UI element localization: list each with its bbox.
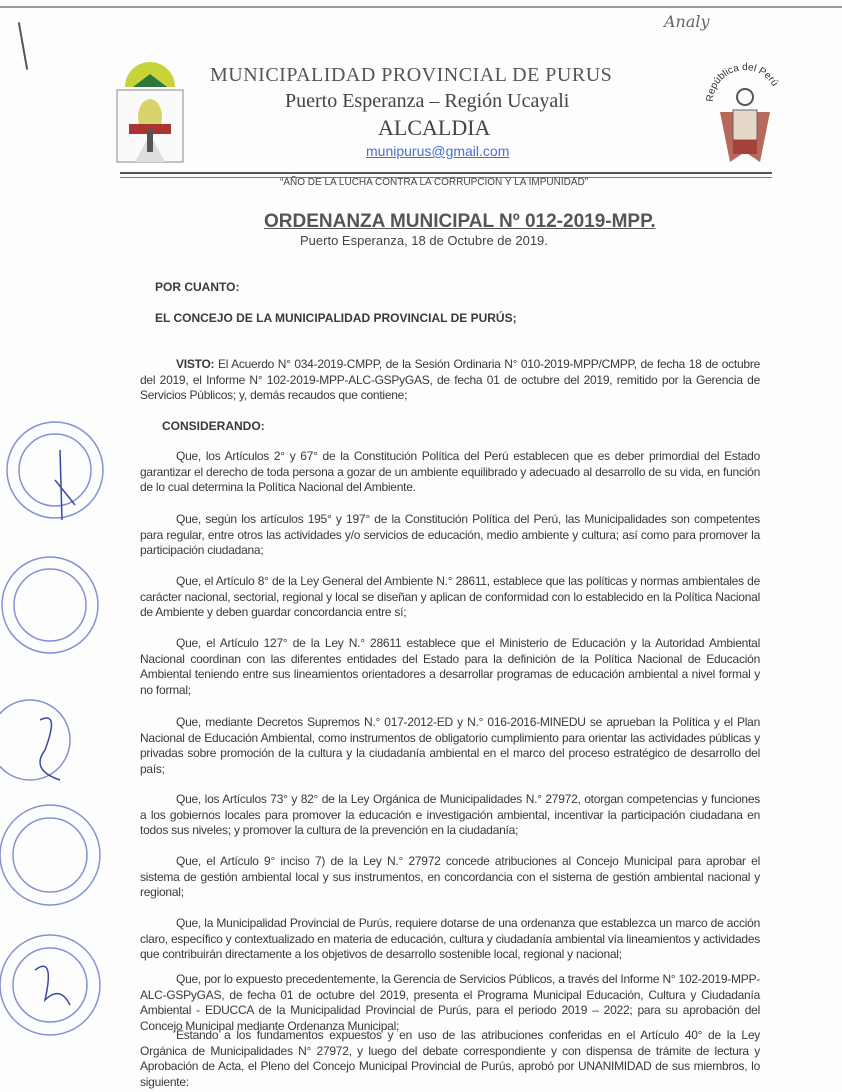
paragraph: Que, los Artículos 73° y 82° de la Ley Orgánica de Municipalidades N.° 27972, otorgan competencias y funciones a los gobiernos locales para promover la educación e investigación ambiental, incentivar la participación ciudadana en todos sus niveles; y promover la cultura de la prevención en la ciudadanía; xyxy=(140,792,760,837)
seal-text: República del Perú xyxy=(705,62,780,103)
paragraph: Que, mediante Decretos Supremos N.° 017-2012-ED y N.° 016-2016-MINEDU se aprueban la Política y el Plan Nacional de Educación Ambiental, como instrumentos de obligatorio cumplimiento para orientar las actividades públicas y privadas sobre promoción de la cultura y la ciudadanía ambiental en el marco del proceso estratégico de desarrollo del país; xyxy=(140,715,760,776)
scan-edge xyxy=(0,6,842,8)
considerando-heading: CONSIDERANDO: xyxy=(162,419,265,433)
paragraph: Que, el Artículo 8° de la Ley General del Ambiente N.° 28611, establece que las políticas y normas ambientales de carácter nacional, sectorial, regional y local se diseñan y aplican de conformidad con lo establecido en la Política Nacional de Ambiente y deben guardar concordancia entre sí; xyxy=(140,574,760,619)
stamp-circle xyxy=(2,557,98,653)
municipality-name: MUNICIPALIDAD PROVINCIAL DE PURUS xyxy=(210,64,613,86)
office-name: ALCALDIA xyxy=(378,115,491,140)
paragraph: Que, según los artículos 195° y 197° de la Constitución Política del Perú, las Municipalidades son competentes para regular, entre otros las actividades y/o servicios de educación, medio ambiente y cultura; así como para promover la participación ciudadana; xyxy=(140,512,760,557)
stamp-circle xyxy=(0,935,100,1035)
handwritten-note: Analy xyxy=(664,12,710,31)
paragraph: Que, los Artículos 2° y 67° de la Constitución Política del Perú establecen que es deber primordial del Estado garantizar el derecho de toda persona a gozar de un ambiente equilibrado y adecuado al desarrollo de su vida, en función de lo cual determina la Política Nacional del Ambiente. xyxy=(140,449,760,494)
por-cuanto-heading: POR CUANTO: xyxy=(155,280,240,294)
year-motto: “AÑO DE LA LUCHA CONTRA LA CORRUPCION Y LA IMPUNIDAD” xyxy=(280,177,589,188)
document-title: ORDENANZA MUNICIPAL Nº 012-2019-MPP. xyxy=(264,211,656,232)
stamp-circle xyxy=(0,700,70,780)
svg-text:República del Perú xyxy=(705,62,780,102)
stamp-circle xyxy=(0,805,100,905)
visto-paragraph xyxy=(140,357,760,404)
paragraph: Que, el Artículo 127° de la Ley N.° 28611 establece que el Ministerio de Educación y la Autoridad Ambiental Nacional coordinan con las diferentes entidades del Estado para la definición de la Política Nacional de Educación Ambiental teniendo entre sus lineamientos orientadores a desarrollar programas de educación ambiental a nivel formal y no formal; xyxy=(140,636,760,697)
paragraph: Que, el Artículo 9° inciso 7) de la Ley N.° 27972 concede atribuciones al Concejo Municipal para aprobar el sistema de gestión ambiental local y sus instrumentos, en concordancia con el sistema de gestión ambiental nacional y regional; xyxy=(140,854,760,899)
location: Puerto Esperanza – Región Ucayali xyxy=(285,90,570,112)
email-link[interactable]: munipurus@gmail.com xyxy=(366,143,510,159)
paragraph: Que, por lo expuesto precedentemente, la Gerencia de Servicios Públicos, a través del Informe N° 102-2019-MPP-ALC-GSPyGAS, de fecha 01 de octubre del 2019, presenta el Programa Municipal Educación, Cultura y Ciudadanía Ambiental - EDUCCA de la Municipalidad Provincial de Purús, para el periodo 2019 – 2022; para su aprobación del Concejo Municipal mediante Ordenanza Municipal; xyxy=(140,972,760,1033)
concejo-heading: EL CONCEJO DE LA MUNICIPALIDAD PROVINCIAL DE PURÚS; xyxy=(155,311,517,325)
official-stamps xyxy=(0,410,115,1090)
visto-label: VISTO: xyxy=(176,357,215,371)
pen-mark xyxy=(18,22,28,70)
coat-of-arms xyxy=(705,62,785,167)
signature-icon xyxy=(40,718,60,780)
signature-icon xyxy=(55,450,75,520)
stamp-circle xyxy=(7,422,103,518)
paragraph: Que, la Municipalidad Provincial de Purús, requiere dotarse de una ordenanza que establezca un marco de acción claro, específico y contextualizado en materia de educación, cultura y ciudadanía ambiental vía lineamientos y actividades que contribuirán directamente a los objetivos de desarrollo sostenible local, regional y nacional; xyxy=(140,916,760,961)
paragraph: Estando a los fundamentos expuestos y en uso de las atribuciones conferidas en el Artículo 40° de la Ley Orgánica de Municipalidades N° 27972, y luego del debate correspondiente y con dispensa de trámite de lectura y Aprobación de Acta, el Pleno del Concejo Municipal Provincial de Purús, aprobó por UNANIMIDAD de sus miembros, lo siguiente: xyxy=(140,1028,760,1089)
signature-icon xyxy=(35,966,70,1005)
visto-text: El Acuerdo N° 034-2019-CMPP, de la Sesión Ordinaria N° 010-2019-MPP/CMPP, de fecha 18 de octubre del 2019, el Informe N° 102-2019-MPP-ALC-GSPyGAS, de fecha 01 de octubre del 2019, remitido por la Gerencia de Servicios Públicos; y, demás recaudos que contiene; xyxy=(140,357,760,402)
document-date: Puerto Esperanza, 18 de Octubre de 2019. xyxy=(300,233,548,248)
municipal-logo xyxy=(115,62,185,167)
